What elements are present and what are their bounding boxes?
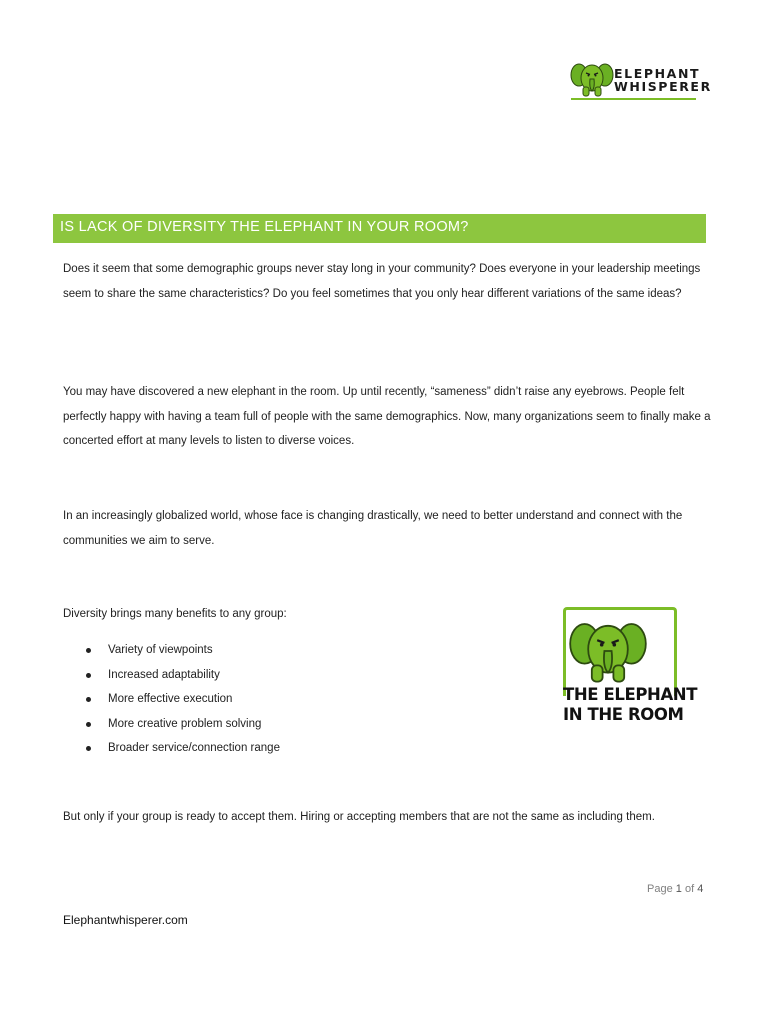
badge-text-line2: IN THE ROOM: [563, 705, 684, 724]
logo-text-line2: WHISPERER: [614, 79, 712, 94]
elephant-in-the-room-badge: [563, 607, 698, 727]
bullet-icon: [86, 697, 91, 702]
list-item-text: More effective execution: [108, 693, 233, 706]
site-url: Elephantwhisperer.com: [63, 913, 188, 927]
paragraph: You may have discovered a new elephant in the room. Up until recently, “sameness” didn’t raise any eyebrows. People felt perfectly happy with having a team full of people with the same demographics. Now, many organizations seem to finally make a concerted effort at many levels to listen to diverse voices.: [63, 386, 711, 447]
elephant-icon: [568, 615, 648, 687]
paragraph: But only if your group is ready to accept them. Hiring or accepting members that are not the same as including them.: [63, 811, 655, 823]
current-page: 1: [675, 883, 682, 895]
list-item: [63, 736, 463, 761]
list-item-text: Variety of viewpoints: [108, 644, 213, 656]
bullet-icon: [86, 722, 91, 727]
bullet-icon: [86, 673, 91, 678]
list-item-text: More creative problem solving: [108, 717, 262, 730]
page-number: [647, 883, 703, 895]
list-item: [63, 663, 463, 688]
title-bar: [53, 214, 706, 243]
list-item: [63, 712, 463, 737]
logo-text-line1: ELEPHANT: [614, 66, 701, 81]
benefits-list: [63, 638, 463, 761]
list-item: [63, 638, 463, 663]
list-item: [63, 687, 463, 712]
of-label: of: [684, 883, 695, 895]
logo-underline: [571, 98, 696, 100]
list-item-text: Increased adaptability: [108, 668, 220, 681]
page-label: Page: [647, 883, 673, 895]
bullet-icon: [86, 648, 91, 653]
brand-logo: [570, 58, 712, 102]
page-title: IS LACK OF DIVERSITY THE ELEPHANT IN YOUR ROOM?: [60, 219, 469, 235]
list-item-text: Broader service/connection range: [108, 742, 280, 755]
badge-text-line1: THE ELEPHANT: [563, 685, 698, 704]
elephant-icon: [570, 58, 614, 98]
paragraph: In an increasingly globalized world, whose face is changing drastically, we need to better understand and connect with the communities we aim to serve.: [63, 510, 683, 547]
total-pages: 4: [697, 883, 704, 895]
benefits-intro: Diversity brings many benefits to any group:: [63, 608, 287, 620]
bullet-icon: [86, 746, 91, 751]
paragraph: Does it seem that some demographic groups never stay long in your community? Does everyone in your leadership meetings seem to share the same characteristics? Do you feel sometimes that you only hear different variations of the same ideas?: [63, 263, 701, 300]
